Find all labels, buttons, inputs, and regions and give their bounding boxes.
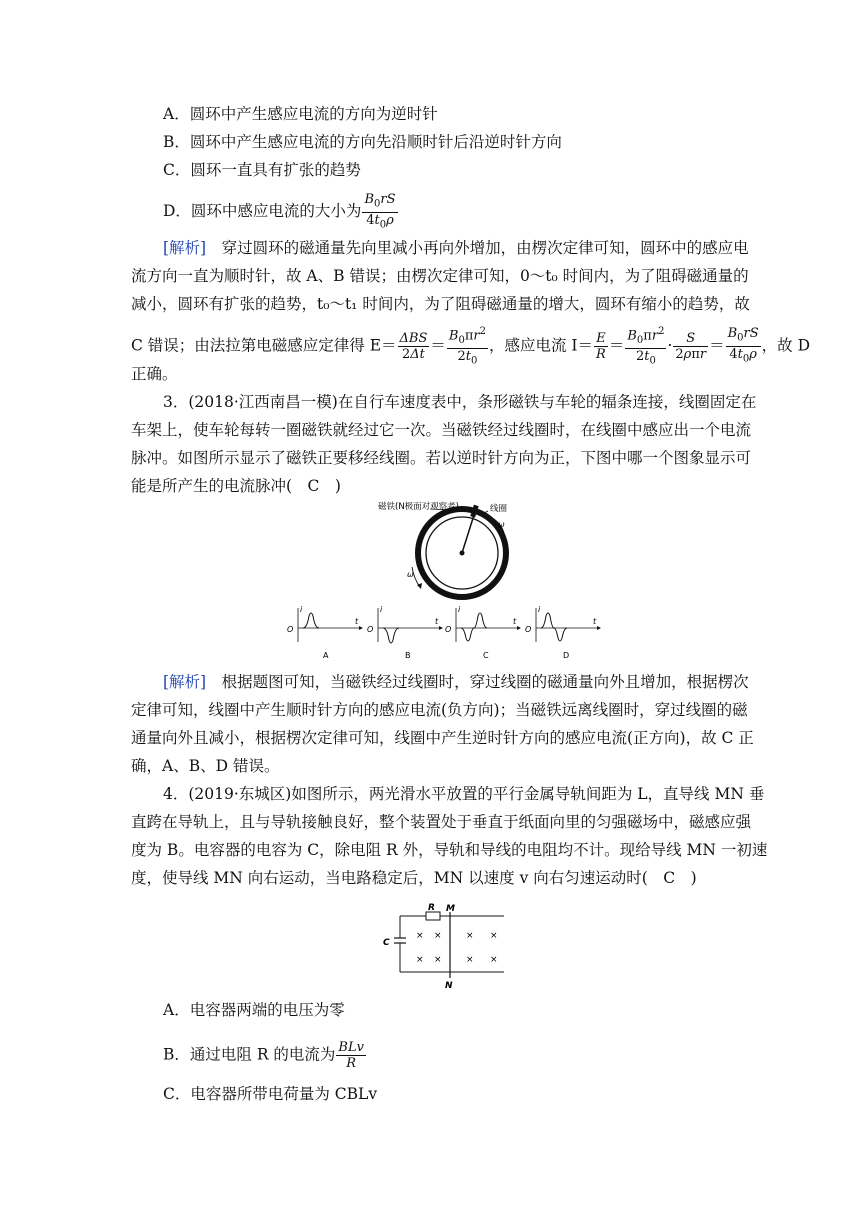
graph-c [445, 605, 521, 660]
svg-text:O: O [525, 625, 532, 634]
q4-option-b: B．通过电阻 R 的电流为 $\frac{\text{BLv}}{R}$ [163, 1040, 364, 1071]
q2-option-c: C．圆环一直具有扩张的趋势 [163, 161, 361, 179]
svg-text:×: × [466, 931, 474, 941]
svg-text:t: t [513, 617, 517, 626]
q4-option-a: A．电容器两端的电压为零 [163, 1001, 345, 1019]
svg-text:t: t [355, 617, 359, 626]
svg-text:×: × [416, 955, 424, 965]
svg-text:×: × [490, 955, 498, 965]
q3-line3: 脉冲。如图所示显示了磁铁正要移经线圈。若以逆时针方向为正，下图中哪一个图象显示可 [131, 449, 752, 467]
resistor-label: R [428, 903, 435, 913]
analysis-tag: [解析] [163, 239, 207, 257]
svg-text:ω: ω [498, 520, 505, 529]
q2-option-b: B．圆环中产生感应电流的方向先沿顺时针后沿逆时针方向 [163, 133, 562, 151]
emf-formula: $\frac{\text{ΔBS}}{2\Delta t}$ [399, 330, 428, 362]
svg-text:i: i [458, 605, 461, 614]
svg-text:i: i [380, 605, 383, 614]
capacitor-label: C [383, 938, 390, 948]
q4-option-c: C．电容器所带电荷量为 CBLv [163, 1085, 378, 1103]
svg-text:B: B [405, 651, 411, 660]
svg-text:×: × [490, 931, 498, 941]
svg-text:i: i [538, 605, 541, 614]
q3-line2: 车架上，使车轮每转一圈磁铁就经过它一次。当磁铁经过线圈时，在线圈中感应出一个电流 [131, 421, 752, 439]
svg-text:O: O [445, 625, 452, 634]
svg-text:×: × [416, 931, 424, 941]
q3-analysis-line4: 确，A、B、D 错误。 [131, 757, 280, 775]
q2-analysis-line4: C 错误；由法拉第电磁感应定律得 E＝ $\frac{\text{ΔBS}}{2\Delta t}$ ＝ $\frac{B_0\pi r^2}{2t_0}$ ，感应电流 I＝ $\frac{E}{R}$ ＝ $\frac{B_0\pi r^2}{2t_0}$ · $\frac{S}{\text{2ρπr}}$ ＝ $\frac{B_0rS}{4t_0\rho}$ ，故 D [131, 326, 811, 367]
q2-analysis-line1: [解析] 穿过圆环的磁通量先向里减小再向外增加，由楞次定律可知，圆环中的感应电 [163, 239, 749, 257]
svg-text:A: A [323, 651, 329, 660]
q2-option-a: A．圆环中产生感应电流的方向为逆时针 [163, 105, 438, 123]
q4-line3: 度为 B。电容器的电容为 C，除电阻 R 外，导轨和导线的电阻均不计。现给导线 MN 一初速 [131, 841, 768, 859]
q4-option-b-formula: $\frac{\text{BLv}}{R}$ [338, 1040, 364, 1071]
q3-line1: 3．(2018·江西南昌一模)在自行车速度表中，条形磁铁与车轮的辐条连接，线圈固定在 [163, 393, 757, 411]
q2-analysis-line2: 流方向一直为顺时针，故 A、B 错误；由楞次定律可知，0～t₀ 时间内，为了阻碍磁通量的 [131, 267, 749, 285]
circuit-figure [378, 900, 510, 990]
svg-text:t: t [593, 617, 597, 626]
q3-analysis-line2: 定律可知，线圈中产生顺时针方向的感应电流(负方向)；当磁铁远离线圈时，穿过线圈的磁 [131, 701, 748, 719]
svg-text:O: O [367, 625, 374, 634]
svg-text:i: i [300, 605, 303, 614]
q2-option-d [163, 192, 399, 232]
wheel-figure [360, 495, 530, 615]
current-formula: $\frac{E}{R}$ [596, 330, 606, 362]
svg-text:×: × [434, 931, 442, 941]
q2-option-d-formula: $\frac{B_0rS}{4t_0\rho}$ [364, 192, 396, 231]
svg-text:×: × [466, 955, 474, 965]
q2-analysis-line3: 减小，圆环有扩张的趋势，t₀～t₁ 时间内，为了阻碍磁通量的增大，圆环有缩小的趋势，故 [131, 295, 750, 313]
svg-text:D: D [563, 651, 570, 660]
q3-line4: 能是所产生的电流脉冲( C ) [131, 477, 341, 495]
q4-line2: 直跨在导轨上，且与导轨接触良好，整个装置处于垂直于纸面向里的匀强磁场中，磁感应强 [131, 813, 752, 831]
q2-option-d-prefix: D．圆环中感应电流的大小为 [163, 202, 362, 221]
q3-analysis-line1: [解析] 根据题图可知，当磁铁经过线圈时，穿过线圈的磁通量向外且增加，根据楞次 [163, 673, 749, 691]
coil-label: 线圈 [490, 504, 508, 514]
svg-text:t: t [435, 617, 439, 626]
resistor [426, 912, 440, 920]
q3-analysis-line3: 通量向外且减小，根据楞次定律可知，线圈中产生逆时针方向的感应电流(正方向)，故 C 正 [131, 729, 754, 747]
q2-analysis-line5: 正确。 [131, 365, 178, 383]
spoke [462, 515, 474, 553]
svg-text:O: O [287, 625, 294, 634]
label-m: M [446, 904, 455, 914]
svg-text:×: × [434, 955, 442, 965]
graph-d [525, 605, 601, 660]
label-n: N [445, 981, 453, 990]
q4-line1: 4．(2019·东城区)如图所示，两光滑水平放置的平行金属导轨间距为 L，直导线 MN 垂 [163, 785, 765, 803]
graph-b [367, 605, 443, 660]
q4-line4: 度，使导线 MN 向右运动，当电路稳定后，MN 以速度 v 向右匀速运动时( C ) [131, 869, 697, 887]
svg-text:C: C [483, 651, 489, 660]
magnet-label: 磁铁(N极面对观察者) [378, 502, 459, 512]
analysis-tag: [解析] [163, 673, 207, 691]
svg-text:ω: ω [407, 570, 414, 579]
pulse-graphs [283, 604, 603, 662]
graph-a [287, 605, 363, 660]
magnetic-field [416, 931, 498, 965]
